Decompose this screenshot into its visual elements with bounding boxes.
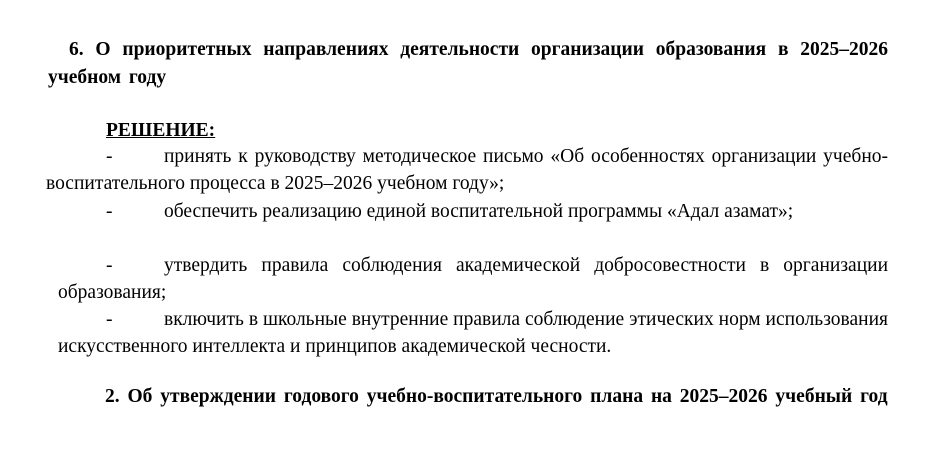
list-item (58, 252, 888, 306)
list-item-text: обеспечить реализацию единой воспитательной программы «Адал азамат»; (164, 201, 794, 222)
section-1-heading: 6. О приоритетных направлениях деятельности организации образования в 2025–2026 учебном году (48, 39, 888, 88)
list-bullet: - (106, 146, 113, 167)
section-2-heading: 2. Об утверждении годового учебно-воспитательного плана на 2025–2026 учебный год (105, 386, 888, 407)
list-bullet: - (106, 309, 113, 330)
list-bullet: - (106, 201, 113, 222)
decision-label: РЕШЕНИЕ: (106, 120, 216, 141)
list-item (58, 306, 888, 360)
list-item (46, 198, 888, 225)
list-item-text: утвердить правила соблюдения академической добросовестности в организации образования; (58, 255, 888, 303)
list-bullet: - (106, 255, 113, 276)
list-item-text: принять к руководству методическое письмо «Об особенностях организации учебно-воспитательного процесса в 2025–2026 учебном году»; (46, 146, 888, 194)
list-item-text: включить в школьные внутренние правила соблюдение этических норм использования искусственного интеллекта и принципов академической чесности. (58, 309, 888, 357)
list-item (46, 143, 888, 197)
